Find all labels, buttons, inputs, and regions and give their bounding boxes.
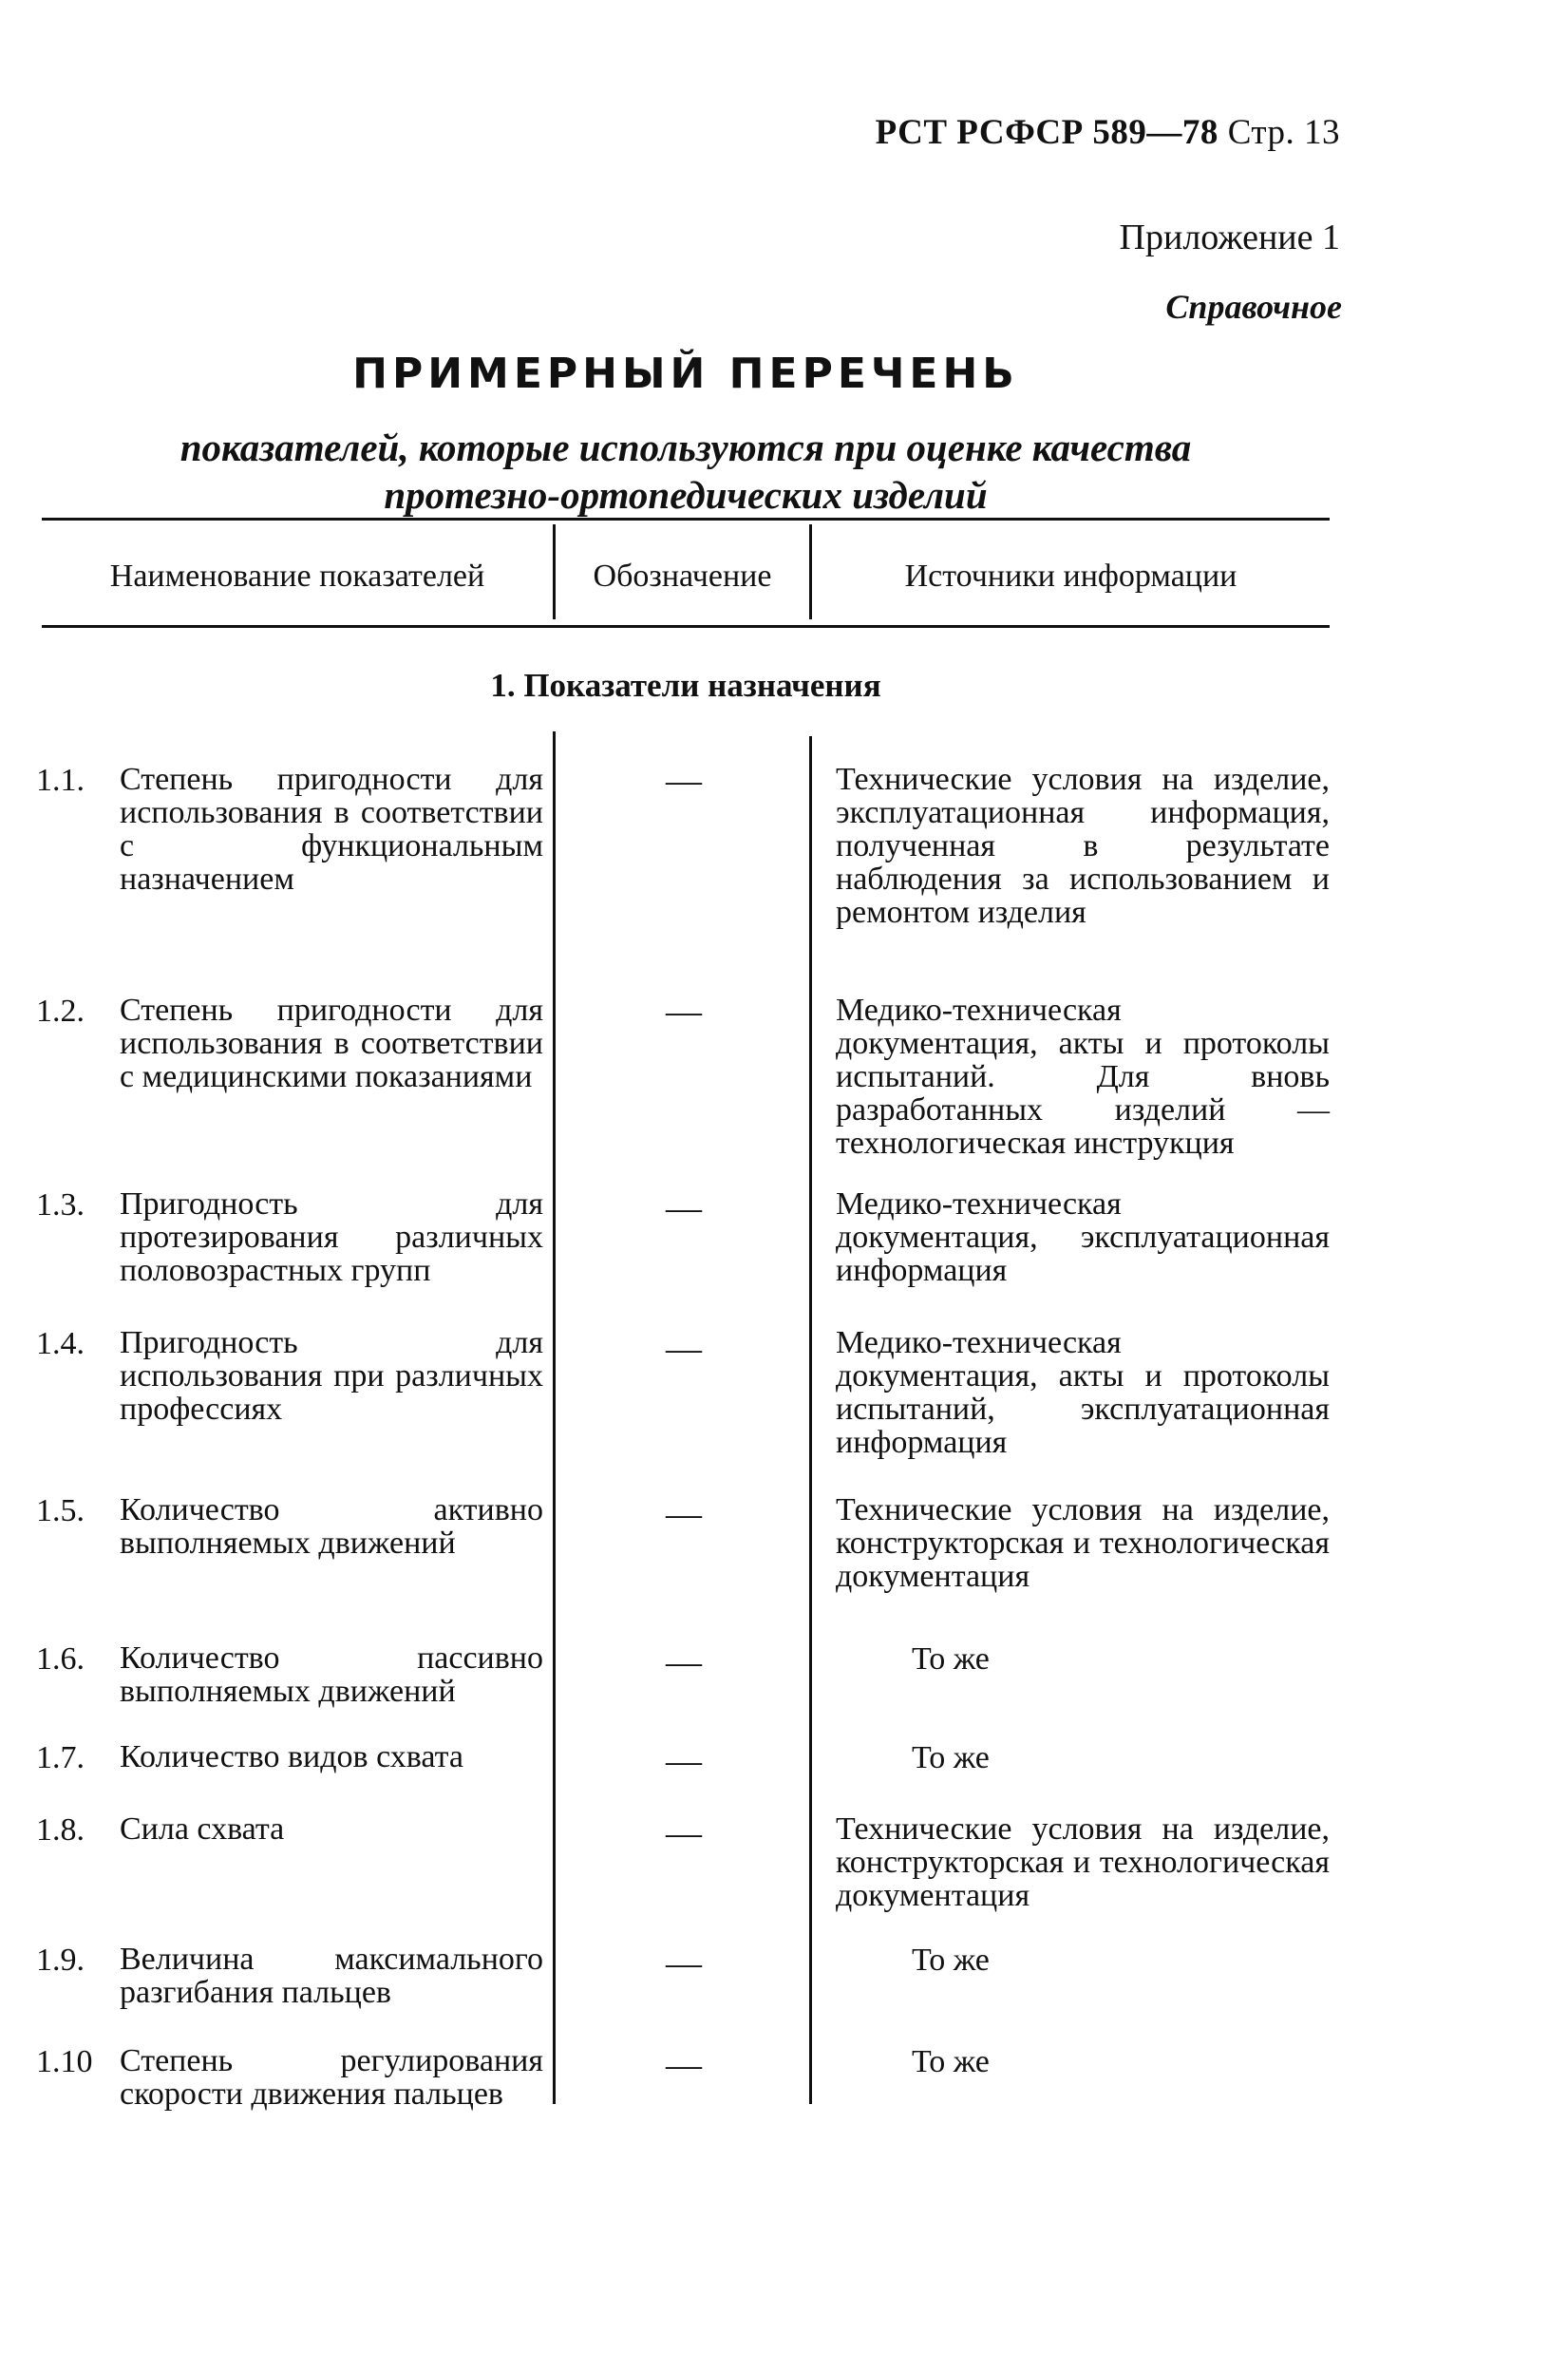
table-top-rule [42,518,1330,521]
row-designation: — [666,992,702,1032]
column-header-name: Наименование показателей [109,559,485,594]
row-source: Технические условия на изделие, эксплуатационная информация, полученная в результате наблюдения за использованием и ремонтом изделия [836,762,1330,930]
row-name: Пригодность для использования при различных профессиях [120,1325,543,1427]
row-number: 1.9. [36,1943,85,1978]
column-header-source: Источники информации [904,559,1237,594]
row-number: 1.10 [36,2044,93,2079]
row-source: То же [912,1641,990,1677]
table-header-rule [42,625,1330,628]
row-designation: — [666,1642,702,1682]
row-number: 1.6. [36,1641,85,1677]
row-designation: — [666,1943,702,1983]
page-number: Стр. 13 [1227,113,1340,152]
row-number: 1.7. [36,1740,85,1775]
row-name: Количество видов схвата [120,1739,463,1774]
row-number: 1.5. [36,1493,85,1528]
row-source: Медико-техническая документация, акты и протоколы испытаний. Для вновь разработанных изделий — технологическая инструкция [836,993,1330,1161]
row-source: Медико-техническая документация, акты и протоколы испытаний, эксплуатационная информация [836,1325,1330,1460]
row-designation: — [666,1813,702,1853]
page-subtitle [0,424,1371,519]
row-source: То же [912,1740,990,1775]
row-source: То же [912,1943,990,1978]
row-number: 1.8. [36,1812,85,1848]
row-number: 1.3. [36,1187,85,1223]
row-number: 1.4. [36,1326,85,1361]
section-title: 1. Показатели назначения [490,667,881,704]
row-designation: — [666,761,702,801]
row-name: Количество пассивно выполняемых движений [120,1640,543,1709]
reference-note: Справочное [1165,288,1342,326]
row-number: 1.1. [36,763,85,798]
row-name: Величина максимального разгибания пальцев [120,1942,543,2010]
row-name: Количество активно выполняемых движений [120,1492,543,1561]
row-designation: — [666,1188,702,1228]
row-source: То же [912,2044,990,2079]
row-name: Степень пригодности для использования в соответствии с медицинскими показаниями [120,993,543,1094]
row-name: Степень пригодности для использования в соответствии с функциональным назначением [120,762,543,897]
row-number: 1.2. [36,994,85,1029]
row-source: Медико-техническая документация, эксплуатационная информация [836,1186,1330,1288]
standard-code: РСТ РСФСР 589—78 [875,113,1219,152]
row-designation: — [666,1741,702,1781]
row-designation: — [666,2045,702,2085]
body-divider-1 [553,731,556,2104]
page-title: ПРИМЕРНЫЙ ПЕРЕЧЕНЬ [352,350,1019,398]
running-header [876,112,1340,153]
appendix-label: Приложение 1 [1119,218,1340,257]
row-designation: — [666,1494,702,1534]
subtitle-line-1: показателей, которые используются при оценке качества [179,426,1192,469]
subtitle-line-2: протезно-ортопедических изделий [384,473,988,517]
body-divider-2 [809,736,812,2104]
row-name: Степень регулирования скорости движения пальцев [120,2043,543,2112]
row-name: Сила схвата [120,1811,285,1847]
row-name: Пригодность для протезирования различных половозрастных групп [120,1186,543,1288]
row-source: Технические условия на изделие, конструкторская и технологическая документация [836,1811,1330,1913]
column-header-designation: Обозначение [593,559,772,594]
row-source: Технические условия на изделие, конструкторская и технологическая документация [836,1492,1330,1594]
row-designation: — [666,1329,702,1369]
